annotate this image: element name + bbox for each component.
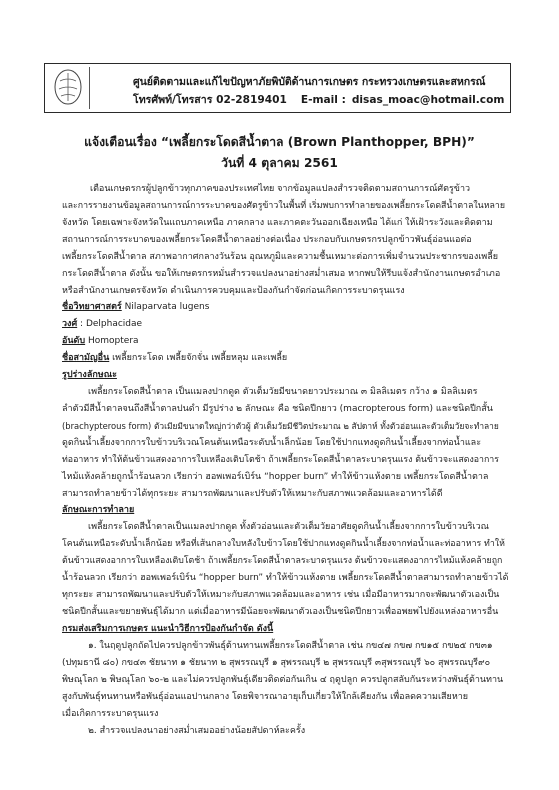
family-value: : Delphacidae bbox=[80, 319, 143, 329]
order-value: Homoptera bbox=[88, 336, 139, 346]
recommendation-line: ๑. ในฤดูปลูกถัดไปควรปลูกข้าวพันธุ์ต้านทานเพลี้ยกระโดดสีน้ำตาล เช่น กข๔๗ กข๗ กข๑๕ กข๒๕ กข๓๑ bbox=[88, 641, 493, 651]
common-name-row bbox=[62, 353, 287, 364]
recommendation-line: (ปทุมธานี ๘๐) กข๔๓ ชัยนาท ๑ ชัยนาท ๒ สุพรรณบุรี ๑ สุพรรณบุรี ๒ สุพรรณบุรี ๓สุพรรณบุรี ๖๐ สุพรรณบุรี๙๐ bbox=[62, 658, 491, 668]
ministry-emblem-icon bbox=[49, 67, 90, 109]
appearance-label: รูปร่างลักษณะ bbox=[62, 370, 117, 380]
email-address: disas_moac@hotmail.com bbox=[351, 94, 505, 106]
damage-label: ลักษณะการทำลาย bbox=[62, 505, 135, 515]
appearance-line: ดูดกินน้ำเลี้ยงจากการใบข้าวบริเวณโคนต้นเหนือระดับน้ำเล็กน้อย โดยใช้ปากแทงดูดกินน้ำเลี้ยงจากท่อน้ำและ bbox=[62, 438, 482, 448]
damage-line: เพลี้ยกระโดดสีน้ำตาลเป็นแมลงปากดูด ทั้งตัวอ่อนและตัวเต็มวัยอาศัยดูดกินน้ำเลี้ยงจากการใบข้าวบริเวณ bbox=[88, 522, 490, 532]
damage-line: ต้นข้าวแสดงอาการใบเหลืองเติบโตช้า ถ้าเพลี้ยกระโดดสีน้ำตาลระบาดรุนแรง ต้นข้าวจะแสดงอาการไหม้แห้งคล้ายถูก bbox=[62, 556, 503, 566]
org-name: ศูนย์ติดตามและแก้ไขปัญหาภัยพิบัติด้านการเกษตร กระทรวงเกษตรและสหกรณ์ bbox=[133, 76, 486, 88]
damage-line: โคนต้นเหนือระดับน้ำเล็กน้อย หรือที่เส้นกลางใบหลังใบข้าวโดยใช้ปากแทงดูดกินน้ำเลี้ยงจากท่อน้ำและท่ออาหาร ทำให้ bbox=[62, 539, 505, 549]
scientific-name-row bbox=[62, 302, 209, 313]
family-label: วงศ์ bbox=[62, 319, 78, 329]
damage-line: ทุกระยะ สามารถพัฒนาและปรับตัวให้เหมาะกับสภาพแวดล้อมและอาหาร เช่น เมื่อมีอาหารมากจะพัฒนาตัวเองเป็น bbox=[62, 590, 500, 600]
recommendation-heading bbox=[62, 624, 273, 635]
appearance-line: เพลี้ยกระโดดสีน้ำตาล เป็นแมลงปากดูด ตัวเต็มวัยมีขนาดยาวประมาณ ๓ มิลลิเมตร กว้าง ๑ มิลลิเมตร bbox=[88, 387, 478, 397]
email-label: E-mail : bbox=[300, 94, 346, 106]
common-name-label: ชื่อสามัญอื่น bbox=[62, 353, 110, 363]
recommendation-line: เมื่อเกิดการระบาดรุนแรง bbox=[62, 709, 159, 719]
order-label: อันดับ bbox=[62, 336, 86, 346]
order-row bbox=[62, 336, 139, 347]
document-title: แจ้งเตือนเรื่อง “เพลี้ยกระโดดสีน้ำตาล (Brown Planthopper, BPH)” bbox=[84, 135, 475, 149]
appearance-line: ลำตัวมีสีน้ำตาลจนถึงสีน้ำตาลปนดำ มีรูปร่าง ๒ ลักษณะ คือ ชนิดปีกยาว (macropterous form) และชนิดปีกสั้น bbox=[62, 404, 493, 414]
damage-line: ชนิดปีกสั้นและขยายพันธุ์ได้มาก แต่เมื่ออาหารมีน้อยจะพัฒนาตัวเองเป็นชนิดปีกยาวเพื่ออพยพไปยังแหล่งอาหารอื่น bbox=[62, 607, 499, 617]
scientific-name-label: ชื่อวิทยาศาสตร์ bbox=[62, 302, 122, 312]
intro-line: กระโดดสีน้ำตาล ดังนั้น ขอให้เกษตรกรหมั่นสำรวจแปลงนาอย่างสม่ำเสมอ หากพบให้รีบแจ้งสำนักงานเกษตรอำเภอ bbox=[62, 269, 501, 279]
intro-line: เพลี้ยกระโดดสีน้ำตาล สภาพอากาศกลางวันร้อน อุณหภูมิและความชื้นเหมาะต่อการเพิ่มจำนวนประชากรของเพลี้ย bbox=[62, 252, 499, 262]
intro-line: สถานการณ์การระบาดของเพลี้ยกระโดดสีน้ำตาลอย่างต่อเนื่อง ประกอบกับเกษตรกรปลูกข้าวพันธุ์อ่อนแอต่อ bbox=[62, 235, 472, 245]
recommendation-line: ๒. สำรวจแปลงนาอย่างสม่ำเสมออย่างน้อยสัปดาห์ละครั้ง bbox=[88, 726, 306, 736]
recommendation-line: สูงกับพันธุ์ทนทานหรือพันธุ์อ่อนแอปานกลาง โดยพิจารณาอายุเก็บเกี่ยวให้ใกล้เคียงกัน เพื่อลดความเสียหาย bbox=[62, 692, 469, 702]
recommendation-label: กรมส่งเสริมการเกษตร แนะนำวิธีการป้องกันกำจัด ดังนี้ bbox=[62, 624, 274, 634]
appearance-line: สามารถทำลายข้าวได้ทุกระยะ สามารถพัฒนาและปรับตัวให้เหมาะกับสภาพแวดล้อมและอาหารได้ดี bbox=[62, 489, 443, 499]
scientific-name-value: Nilaparvata lugens bbox=[124, 302, 210, 312]
common-name-value: เพลี้ยกระโดด เพลี้ยจักจั่น เพลี้ยหลุม และเพลี้ย bbox=[112, 353, 288, 363]
appearance-line: ไหม้แห้งคล้ายถูกน้ำร้อนลวก เรียกว่า ฮอพเพอร์เบิร์น “hopper burn” ทำให้ข้าวแห้งตาย เพลี้ยกระโดดสีน้ำตาล bbox=[62, 472, 489, 482]
damage-line: น้ำร้อนลวก เรียกว่า ฮอพเพอร์เบิร์น “hopper burn” ทำให้ข้าวแห้งตาย เพลี้ยกระโดดสีน้ำตาลสามารถทำลายข้าวได้ bbox=[62, 573, 509, 583]
appearance-heading bbox=[62, 370, 117, 381]
intro-line: หรือสำนักงานเกษตรจังหวัด ดำเนินการควบคุมและป้องกันกำจัดก่อนเกิดการระบาดรุนแรง bbox=[62, 286, 405, 296]
family-row bbox=[62, 319, 142, 330]
phone: โทรศัพท์/โทรสาร 02-2819401 bbox=[133, 94, 287, 106]
recommendation-line: พิษณุโลก ๒ พิษณุโลก ๖๐-๒ และไม่ควรปลูกพันธุ์เดียวติดต่อกันเกิน ๔ ฤดูปลูก ควรปลูกสลับกันระหว่างพันธุ์ต้านทาน bbox=[62, 675, 504, 685]
intro-line: และการรายงานข้อมูลสถานการณ์การระบาดของศัตรูข้าวในพื้นที่ เริ่มพบการทำลายของเพลี้ยกระโดดสีน้ำตาลในหลาย bbox=[62, 201, 505, 211]
contact-line bbox=[133, 91, 504, 108]
damage-heading bbox=[62, 505, 134, 516]
intro-line: จังหวัด โดยเฉพาะจังหวัดในแถบภาคเหนือ ภาคกลาง และภาคตะวันออกเฉียงเหนือ ได้แก่ ให้เฝ้าระวังและติดตาม bbox=[62, 218, 493, 228]
header-box bbox=[44, 63, 511, 113]
appearance-line: ท่ออาหาร ทำให้ต้นข้าวแสดงอาการใบเหลืองเติบโตช้า ถ้าเพลี้ยกระโดดสีน้ำตาลระบาดรุนแรง ต้นข้าวจะแสดงอาการ bbox=[62, 455, 499, 465]
intro-line: เตือนเกษตรกรผู้ปลูกข้าวทุกภาคของประเทศไทย จากข้อมูลแปลงสำรวจติดตามสถานการณ์ศัตรูข้าว bbox=[90, 184, 471, 194]
document-date: วันที่ 4 ตุลาคม 2561 bbox=[221, 156, 338, 170]
appearance-line: (brachypterous form) ตัวเมียมีขนาดใหญ่กว่าตัวผู้ ตัวเต็มวัยมีชีวิตประมาณ ๒ สัปดาห์ ทั้งตัวอ่อนและตัวเต็มวัยจะทำลาย bbox=[62, 421, 499, 431]
